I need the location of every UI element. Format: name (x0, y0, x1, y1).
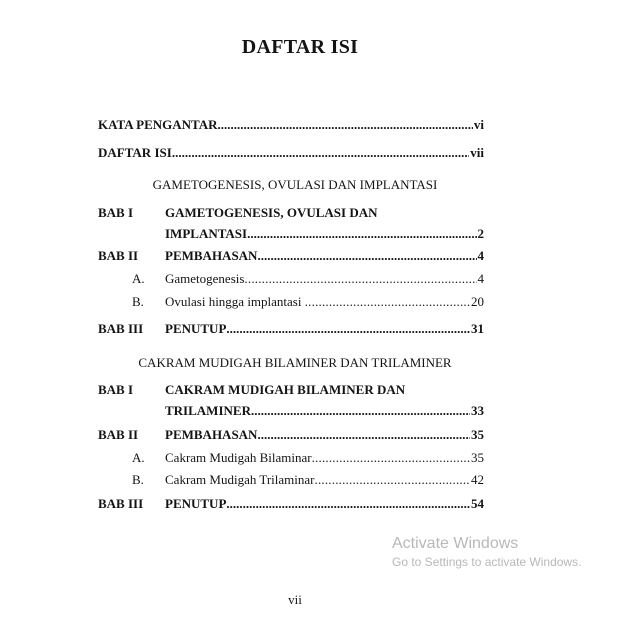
toc-entry-text: KATA PENGANTAR (98, 117, 218, 132)
activate-windows-watermark (392, 534, 618, 570)
sub-letter: B. (132, 472, 144, 487)
toc-entry-text: DAFTAR ISI (98, 145, 172, 160)
toc-entry-page: 35 (471, 427, 484, 442)
toc-entry-text: Gametogenesis (165, 271, 245, 286)
toc-entry-page: 33 (471, 403, 484, 418)
watermark-subtitle: Go to Settings to activate Windows. (392, 555, 582, 569)
dot-leader (315, 472, 471, 488)
toc-entry-text: Cakram Mudigah Trilaminar (165, 472, 315, 487)
toc-entry-bab1-part2[interactable] (165, 403, 484, 419)
dot-leader (312, 450, 470, 466)
dot-leader (257, 248, 476, 264)
dot-leader (218, 117, 473, 133)
bab-label: BAB II (98, 248, 139, 263)
page-number: vii (288, 592, 302, 607)
sub-letter: A. (132, 450, 145, 465)
toc-entry-page: 2 (477, 226, 484, 241)
section-heading: GAMETOGENESIS, OVULASI DAN IMPLANTASI (152, 177, 438, 192)
toc-entry-bab2-part2[interactable] (165, 427, 484, 443)
toc-entry-page: vi (473, 117, 484, 132)
dot-leader (305, 294, 470, 310)
toc-entry-page: vii (470, 145, 484, 160)
dot-leader (244, 271, 476, 287)
toc-entry-text: TRILAMINER (165, 403, 251, 418)
bab-title-line1: GAMETOGENESIS, OVULASI DAN (165, 205, 378, 220)
toc-entry-text: PENUTUP (165, 496, 227, 511)
toc-entry-page: 35 (471, 450, 484, 465)
toc-subentry-b-part1[interactable] (165, 294, 484, 310)
dot-leader (226, 321, 470, 337)
dot-leader (172, 145, 469, 161)
dot-leader (257, 427, 470, 443)
bab-label: BAB II (98, 427, 139, 442)
toc-entry-text: Cakram Mudigah Bilaminar (165, 450, 312, 465)
toc-entry-text: PEMBAHASAN (165, 248, 258, 263)
toc-entry-bab1-part1[interactable] (165, 226, 484, 242)
dot-leader (251, 403, 470, 419)
sub-letter: A. (132, 271, 145, 286)
toc-entry-text: PENUTUP (165, 321, 227, 336)
toc-subentry-a-part2[interactable] (165, 450, 484, 466)
toc-entry-kata-pengantar[interactable] (98, 117, 484, 133)
toc-entry-daftar-isi[interactable] (98, 145, 484, 161)
section-heading: CAKRAM MUDIGAH BILAMINER DAN TRILAMINER (138, 355, 452, 370)
toc-entry-text: Ovulasi hingga implantasi (165, 294, 305, 309)
page-title: DAFTAR ISI (241, 36, 359, 58)
toc-entry-bab3-part2[interactable] (165, 496, 484, 512)
bab-label: BAB III (98, 496, 144, 511)
toc-entry-bab2-part1[interactable] (165, 248, 484, 264)
bab-label: BAB III (98, 321, 144, 336)
bab-label: BAB I (98, 205, 134, 220)
bab-title-line1: CAKRAM MUDIGAH BILAMINER DAN (165, 382, 406, 397)
bab-label: BAB I (98, 382, 134, 397)
toc-subentry-a-part1[interactable] (165, 271, 484, 287)
dot-leader (247, 226, 476, 242)
toc-subentry-b-part2[interactable] (165, 472, 484, 488)
toc-entry-page: 4 (477, 248, 484, 263)
toc-entry-page: 31 (471, 321, 484, 336)
toc-entry-bab3-part1[interactable] (165, 321, 484, 337)
toc-entry-text: IMPLANTASI (165, 226, 248, 241)
sub-letter: B. (132, 294, 144, 309)
toc-entry-page: 42 (471, 472, 484, 487)
toc-entry-page: 54 (471, 496, 484, 511)
toc-entry-page: 20 (471, 294, 484, 309)
watermark-title: Activate Windows (392, 535, 519, 552)
toc-entry-page: 4 (477, 271, 484, 286)
toc-entry-text: PEMBAHASAN (165, 427, 258, 442)
dot-leader (226, 496, 470, 512)
